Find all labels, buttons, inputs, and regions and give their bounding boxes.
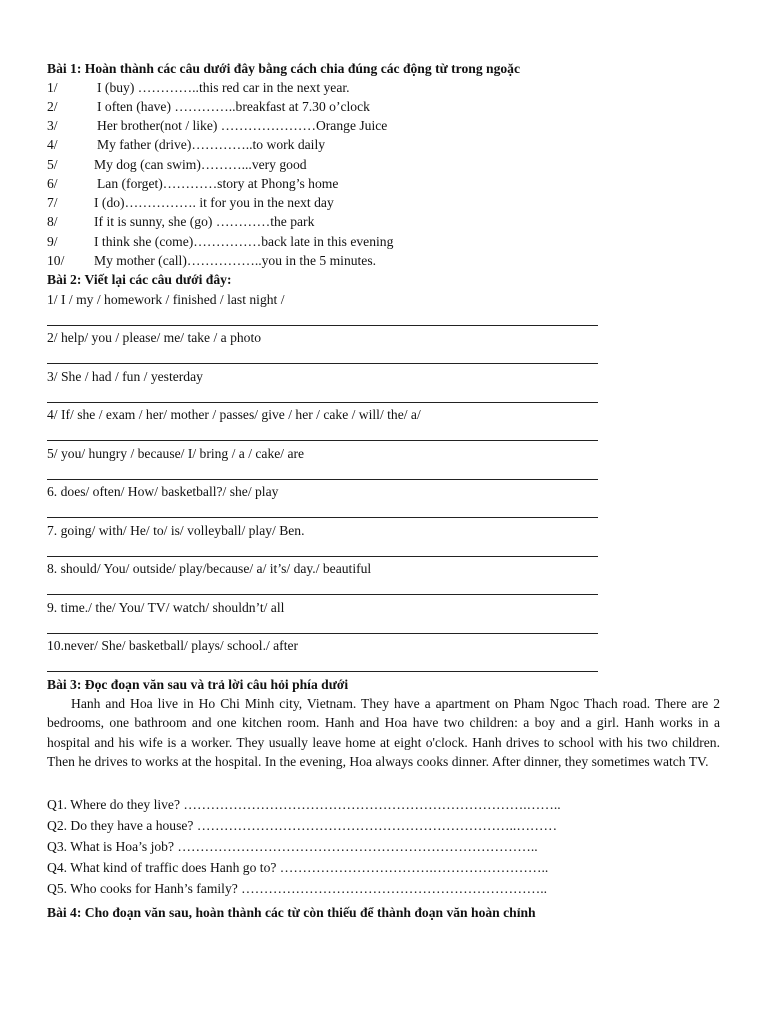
bai1-item-text: My dog (can swim)………...very good	[94, 157, 307, 172]
bai1-item-text: Lan (forget)…………story at Phong’s home	[97, 176, 339, 191]
bai3-heading: Bài 3: Đọc đoạn văn sau và trả lời câu hỏi phía dưới	[47, 677, 349, 692]
answer-line[interactable]	[47, 594, 598, 595]
bai2-item: 6. does/ often/ How/ basketball?/ she/ play	[47, 484, 279, 499]
answer-line[interactable]	[47, 440, 598, 441]
bai2-item: 9. time./ the/ You/ TV/ watch/ shouldn’t/ all	[47, 600, 285, 615]
bai1-item-number: 10/	[47, 253, 65, 268]
answer-line[interactable]	[47, 633, 598, 634]
bai2-item: 4/ If/ she / exam / her/ mother / passes/ give / her / cake / will/ the/ a/	[47, 407, 421, 422]
question-item: Q2. Do they have a house? ……………………………………………………………..………	[47, 818, 558, 833]
bai1-item-text: I (buy) …………..this red car in the next year.	[97, 80, 350, 95]
bai1-heading: Bài 1: Hoàn thành các câu dưới đây bằng cách chia đúng các động từ trong ngoặc	[47, 61, 520, 76]
bai2-item: 1/ I / my / homework / finished / last night /	[47, 292, 285, 307]
bai2-heading: Bài 2: Viết lại các câu dưới đây:	[47, 272, 232, 287]
bai2-item: 7. going/ with/ He/ to/ is/ volleyball/ play/ Ben.	[47, 523, 305, 538]
bai2-item: 5/ you/ hungry / because/ I/ bring / a / cake/ are	[47, 446, 305, 461]
answer-line[interactable]	[47, 556, 598, 557]
bai1-item-text: I think she (come)……………back late in this evening	[94, 234, 394, 249]
bai1-item-text: Her brother(not / like) …………………Orange Juice	[97, 118, 388, 133]
question-item: Q4. What kind of traffic does Hanh go to? …………………………….……………………..	[47, 860, 549, 875]
bai1-item-number: 4/	[47, 137, 58, 152]
bai1-item-number: 7/	[47, 195, 58, 210]
bai2-item: 8. should/ You/ outside/ play/because/ a/ it’s/ day./ beautiful	[47, 561, 372, 576]
bai2-item: 3/ She / had / fun / yesterday	[47, 369, 203, 384]
bai1-item-number: 5/	[47, 157, 58, 172]
answer-line[interactable]	[47, 479, 598, 480]
answer-line[interactable]	[47, 363, 598, 364]
bai1-item-text: I (do)……………. it for you in the next day	[94, 195, 334, 210]
bai1-item-text: My father (drive)…………..to work daily	[97, 137, 326, 152]
question-item: Q3. What is Hoa’s job? ……………………………………………………………………..	[47, 839, 538, 854]
bai1-item-number: 6/	[47, 176, 58, 191]
reading-passage-text: Hanh and Hoa live in Ho Chi Minh city, Vietnam. They have a apartment on Pham Ngoc Thach road. There are 2 bedrooms, one bathroom and one kitchen room. Hanh and Hoa have two children: a boy and a girl. Hanh works in a hospital and his wife is a worker. They usually leave home at eight o'clock. Hanh drives to school with his two children. Then he drives to works at the hospital. In the evening, Hoa always cooks dinner. After dinner, they sometimes watch TV.	[47, 696, 720, 770]
bai1-item-number: 1/	[47, 80, 58, 95]
question-item: Q5. Who cooks for Hanh’s family? …………………………………………………………..	[47, 881, 548, 896]
answer-line[interactable]	[47, 402, 598, 403]
bai1-item-text: If it is sunny, she (go) …………the park	[94, 214, 315, 229]
bai1-item-number: 9/	[47, 234, 58, 249]
answer-line[interactable]	[47, 325, 598, 326]
answer-line[interactable]	[47, 517, 598, 518]
bai2-item: 2/ help/ you / please/ me/ take / a photo	[47, 330, 262, 345]
bai1-item-number: 2/	[47, 99, 58, 114]
reading-passage	[47, 694, 720, 772]
bai1-item-text: My mother (call)……………..you in the 5 minutes.	[94, 253, 377, 268]
answer-line[interactable]	[47, 671, 598, 672]
bai1-item-number: 8/	[47, 214, 58, 229]
bai2-item: 10.never/ She/ basketball/ plays/ school./ after	[47, 638, 299, 653]
bai1-item-text: I often (have) …………..breakfast at 7.30 o’clock	[97, 99, 370, 114]
question-item: Q1. Where do they live? ………………………………………………………………….……..	[47, 797, 561, 812]
bai4-heading: Bài 4: Cho đoạn văn sau, hoàn thành các từ còn thiếu để thành đoạn văn hoàn chỉnh	[47, 905, 536, 920]
bai1-item-number: 3/	[47, 118, 58, 133]
